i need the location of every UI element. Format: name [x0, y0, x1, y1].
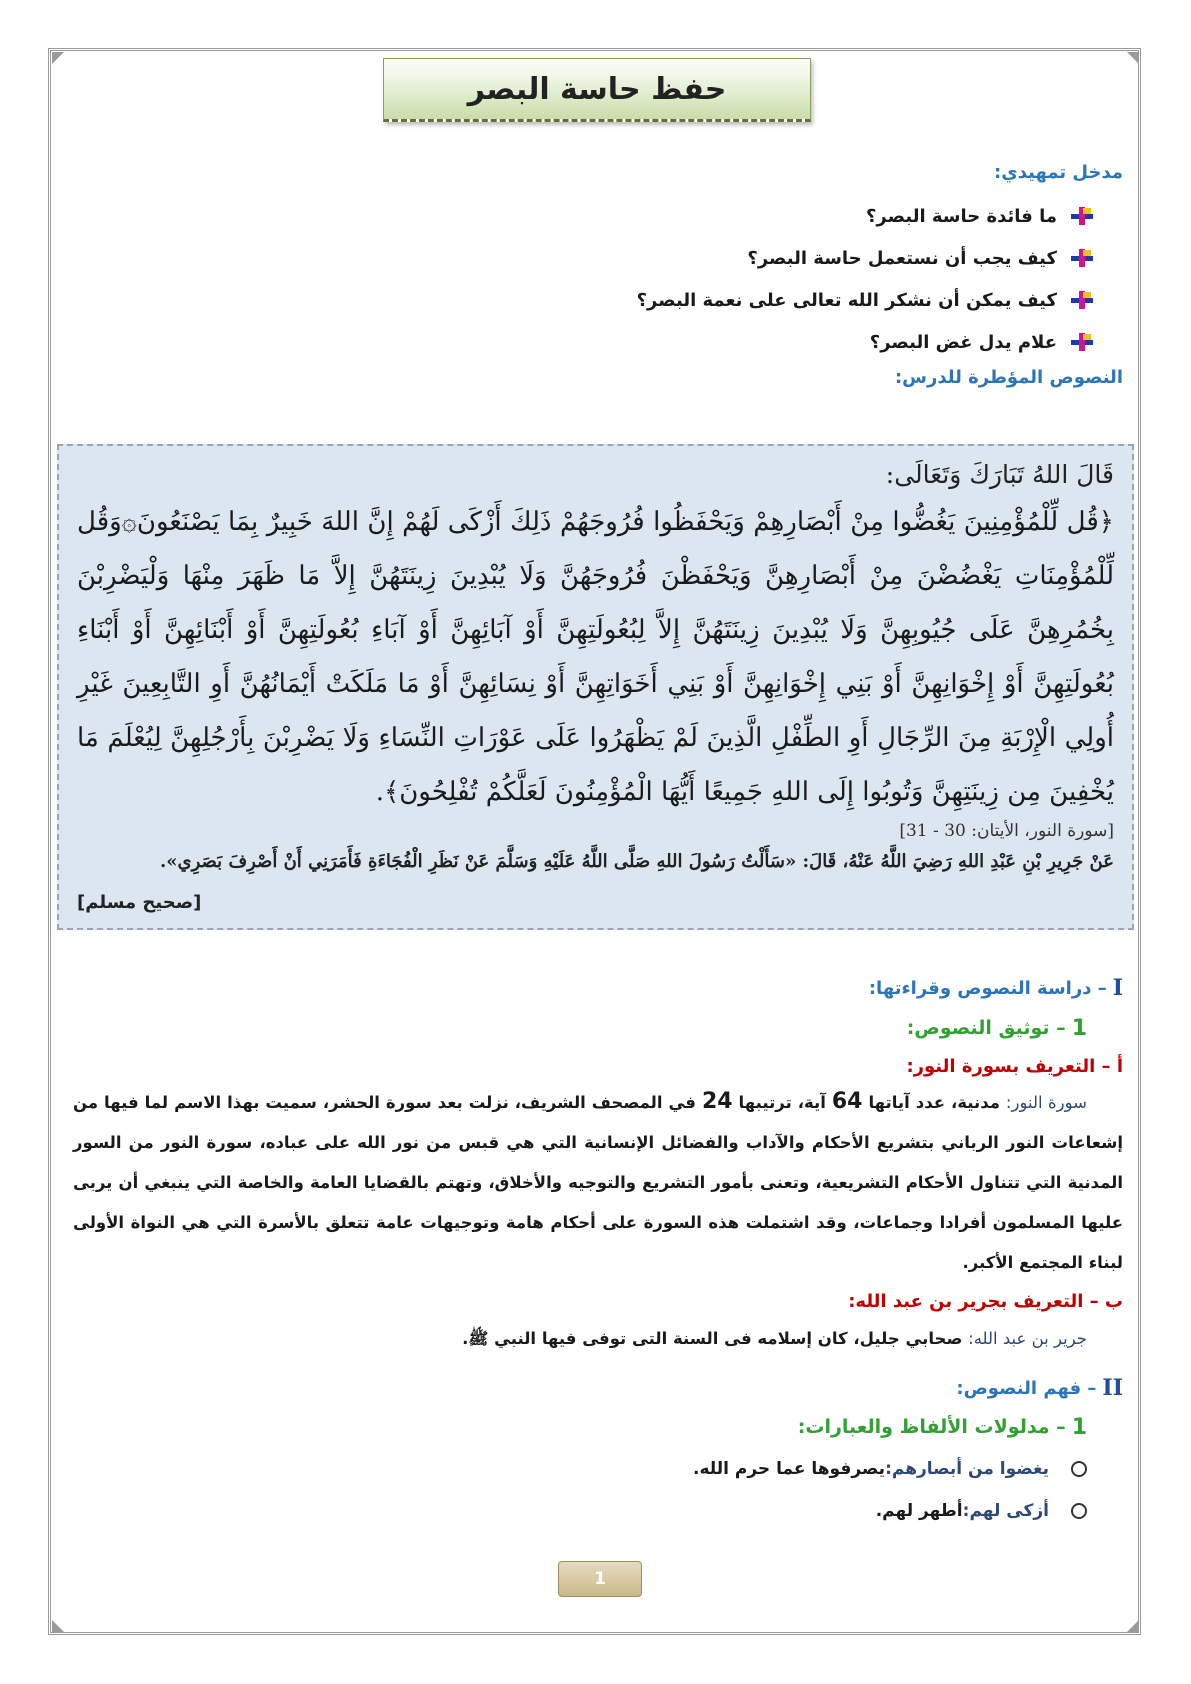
- section-heading: [73, 970, 1123, 1006]
- vocab-meaning: يصرفوها عما حرم الله.: [693, 1459, 886, 1479]
- vocab-meaning: أطهر لهم.: [875, 1501, 963, 1521]
- section-understanding: [73, 1370, 1123, 1532]
- text-run: في المصحف الشريف، نزلت بعد سورة الحشر، سميت بهذا الاسم لما فيها من إشعاعات النور الرباني بتشريع الأحكام والآداب والفضائل الإنسانية التي هي قبس من نور الله على عباده، سورة النور من السور المدنية التي تتناول الأحكام التشريعية، وتعنى بأمور التشريع والتوجيه والأخلاق، وتهتم بالقضايا العامة والخاصة التي ينبغي أن يربى عليها المسلمون أفرادا وجماعات، وقد اشتملت هذه السورة على أحكام هامة وتوجيهات عامة تتعلق بالأسرة التي هي النواة الأولى لبناء المجتمع الأكبر.: [73, 1093, 1123, 1272]
- list-item: [73, 321, 1123, 363]
- lesson-title-box: [383, 58, 811, 122]
- question-text: علام يدل غض البصر؟: [869, 331, 1057, 353]
- question-text: كيف يمكن أن نشكر الله تعالى على نعمة البصر؟: [636, 289, 1057, 311]
- subsection-number: 1: [1071, 1015, 1087, 1041]
- list-item: [73, 279, 1123, 321]
- companion-lead: جرير بن عبد الله:: [968, 1329, 1087, 1348]
- intro-heading: مدخل تمهيدي:: [994, 162, 1123, 183]
- corner-ornament: [1127, 52, 1139, 64]
- companion-heading: ب – التعريف بجرير بن عبد الله:: [848, 1290, 1123, 1312]
- texts-heading: النصوص المؤطرة للدرس:: [894, 367, 1123, 388]
- bullet-icon: [1071, 207, 1093, 225]
- corner-ornament: [52, 1620, 64, 1632]
- vocab-term: يغضوا من أبصارهم:: [885, 1459, 1049, 1479]
- quran-verse: ﴿قُل لِّلْمُؤْمِنِينَ يَغُضُّوا مِنْ أَبْصَارِهِمْ وَيَحْفَظُوا فُرُوجَهُمْ ذَلِكَ أَزْكَى لَهُمْ إِنَّ اللهَ خَبِيرٌ بِمَا يَصْنَعُونَ۞وَقُل لِّلْمُؤْمِنَاتِ يَغْضُضْنَ مِنْ أَبْصَارِهِنَّ وَيَحْفَظْنَ فُرُوجَهُنَّ وَلَا يُبْدِينَ زِينَتَهُنَّ إِلاَّ مَا ظَهَرَ مِنْهَا وَلْيَضْرِبْنَ بِخُمُرِهِنَّ عَلَى جُيُوبِهِنَّ وَلَا يُبْدِينَ زِينَتَهُنَّ إِلاَّ لِبُعُولَتِهِنَّ أَوْ آبَائِهِنَّ أَوْ آبَاءِ بُعُولَتِهِنَّ أَوْ أَبْنَائِهِنَّ أَوْ أَبْنَاءِ بُعُولَتِهِنَّ أَوْ إِخْوَانِهِنَّ أَوْ بَنِي إِخْوَانِهِنَّ أَوْ بَنِي أَخَوَاتِهِنَّ أَوْ نِسَائِهِنَّ أَوْ مَا مَلَكَتْ أَيْمَانُهُنَّ أَوِ التَّابِعِينَ غَيْرِ أُولِي الْإِرْبَةِ مِنَ الرِّجَالِ أَوِ الطِّفْلِ الَّذِينَ لَمْ يَظْهَرُوا عَلَى عَوْرَاتِ النِّسَاءِ وَلَا يَضْرِبْنَ بِأَرْجُلِهِنَّ لِيُعْلَمَ مَا يُخْفِينَ مِن زِينَتِهِنَّ وَتُوبُوا إِلَى اللهِ جَمِيعًا أَيُّهَا الْمُؤْمِنُونَ لَعَلَّكُمْ تُفْلِحُونَ﴾.: [77, 507, 1114, 807]
- bullet-icon: [1071, 249, 1093, 267]
- list-item: [73, 195, 1123, 237]
- verse-count: 64: [831, 1089, 863, 1114]
- vocab-term: أزكى لهم:: [962, 1501, 1049, 1521]
- subsection-number: 1: [1071, 1414, 1087, 1440]
- text-run: آية، ترتيبها: [732, 1093, 832, 1112]
- list-item: [73, 237, 1123, 279]
- list-item: [73, 1490, 1123, 1532]
- surah-description: [73, 1082, 1123, 1283]
- intro-section: [73, 162, 1123, 388]
- subsection-heading: [73, 1406, 1123, 1448]
- sources-box: [57, 444, 1134, 930]
- subsection-title: – توثيق النصوص:: [906, 1017, 1066, 1039]
- text-run: مدنية، عدد آياتها: [862, 1093, 1006, 1112]
- page-number: 1: [558, 1561, 642, 1597]
- section-roman: I: [1112, 975, 1123, 1001]
- section-study: [73, 970, 1123, 1359]
- intro-questions: [73, 195, 1123, 363]
- companion-description: [73, 1319, 1123, 1359]
- hadith-text: عَنْ جَرِيرِ بْنِ عَبْدِ اللهِ رَضِيَ اللَّهُ عَنْهُ، قَالَ: «سَأَلْتُ رَسُولَ اللهِ صَلَّى اللَّهُ عَلَيْهِ وَسَلَّمَ عَنْ نَظَرِ الْفُجَاءَةِ فَأَمَرَنِي أَنْ أَصْرِفَ بَصَرِي».: [160, 851, 1114, 872]
- hadith-source: [صحيح مسلم]: [77, 892, 202, 913]
- section-title: – فهم النصوص:: [956, 1377, 1097, 1399]
- vocab-list: [73, 1448, 1123, 1532]
- question-text: ما فائدة حاسة البصر؟: [865, 205, 1057, 227]
- lesson-title: حفظ حاسة البصر: [467, 71, 727, 107]
- circle-bullet-icon: [1071, 1503, 1087, 1519]
- quran-intro: قَالَ اللهُ تَبَارَكَ وَتَعَالَى:: [885, 460, 1114, 489]
- corner-ornament: [52, 52, 64, 64]
- circle-bullet-icon: [1071, 1461, 1087, 1477]
- corner-ornament: [1127, 1620, 1139, 1632]
- section-heading: [73, 1370, 1123, 1406]
- quran-reference: [سورة النور، الأيتان: 30 - 31]: [899, 821, 1114, 841]
- question-text: كيف يجب أن نستعمل حاسة البصر؟: [747, 247, 1057, 269]
- surah-order: 24: [701, 1089, 733, 1114]
- section-title: – دراسة النصوص وقراءتها:: [868, 977, 1107, 999]
- subsection-heading: [73, 1006, 1123, 1050]
- bullet-icon: [1071, 291, 1093, 309]
- surah-lead: سورة النور:: [1005, 1093, 1087, 1112]
- text-run: صحابي جليل، كان إسلامه فى السنة التى توفى فيها النبي ﷺ.: [462, 1329, 969, 1348]
- section-roman: II: [1102, 1375, 1123, 1401]
- list-item: [73, 1448, 1123, 1490]
- bullet-icon: [1071, 333, 1093, 351]
- surah-heading: أ – التعريف بسورة النور:: [906, 1055, 1123, 1077]
- subsection-title: – مدلولات الألفاظ والعبارات:: [797, 1416, 1066, 1438]
